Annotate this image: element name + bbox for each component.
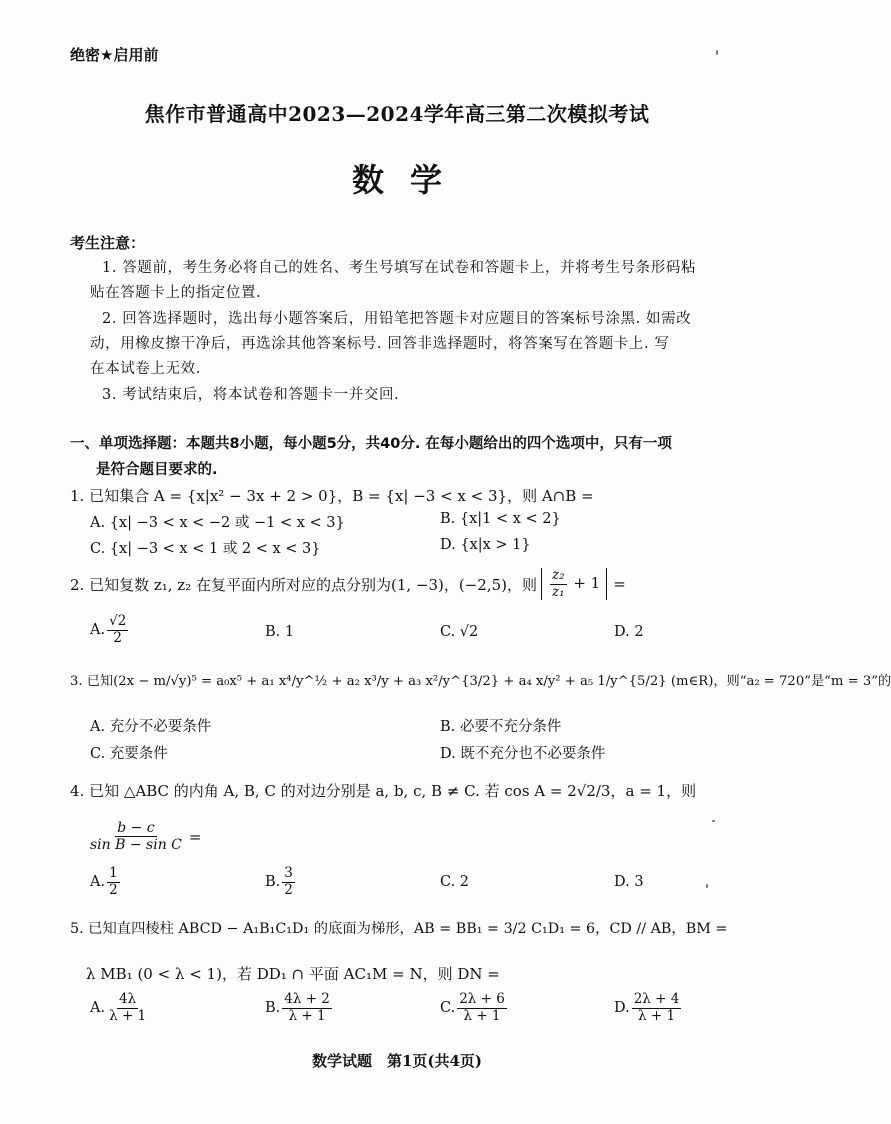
page-footer: 数学试题 第1页(共4页) bbox=[311, 1052, 483, 1070]
q4-b-num: 3 bbox=[284, 865, 293, 881]
q2-fraction bbox=[550, 568, 567, 600]
notice-line: 贴在答题卡上的指定位置. bbox=[90, 285, 262, 301]
q4-a-den: 2 bbox=[109, 881, 118, 898]
q4-a-fraction bbox=[107, 866, 120, 898]
q4-a-label: A. bbox=[90, 874, 106, 891]
q5-b-label: B. bbox=[265, 1000, 281, 1017]
q2-option-c: C. √2 bbox=[440, 624, 479, 640]
q4-fraction bbox=[88, 820, 184, 853]
q5-a-fraction bbox=[107, 992, 148, 1024]
q2-expr-tail: + 1 bbox=[573, 574, 601, 593]
q4-option-b bbox=[265, 866, 297, 898]
q3-option-a: A. 充分不必要条件 bbox=[90, 719, 212, 735]
q5-b-fraction bbox=[282, 992, 332, 1024]
q2-a-den: 2 bbox=[113, 629, 122, 646]
q2-frac-den: z₁ bbox=[552, 583, 565, 600]
q5-a-label: A. bbox=[90, 1000, 106, 1017]
notice-line: 1. 答题前，考生务必将自己的姓名、考生号填写在试卷和答题卡上，并将考生号条形码粘 bbox=[102, 260, 697, 276]
question-3-stem: 3. 已知(2x − m/√y)⁵ = a₀x⁵ + a₁ x⁴/y^½ + a₂ x³/y + a₃ x²/y^{3/2} + a₄ x/y² + a₅ 1/y^{5/2} (m∈R)，则“a₂ = 720”是“m = 3”的 bbox=[70, 674, 891, 689]
q5-b-num: 4λ + 2 bbox=[284, 991, 330, 1007]
q3-option-c: C. 充要条件 bbox=[90, 746, 168, 762]
q4-b-den: 2 bbox=[284, 881, 293, 898]
section-heading-cont: 是符合题目要求的. bbox=[96, 462, 218, 478]
q5-d-den: λ + 1 bbox=[638, 1007, 676, 1024]
q5-c-num: 2λ + 6 bbox=[459, 991, 505, 1007]
scan-speck bbox=[712, 820, 715, 822]
question-4-stem: 4. 已知 △ABC 的内角 A, B, C 的对边分别是 a, b, c, B ≠ C. 若 cos A = 2√2/3，a = 1，则 bbox=[70, 782, 697, 800]
q4-option-c: C. 2 bbox=[440, 874, 470, 890]
q5-option-d bbox=[614, 992, 683, 1024]
q4-expression bbox=[86, 820, 201, 853]
confidential-label: 绝密★启用前 bbox=[70, 46, 159, 64]
q5-d-fraction bbox=[632, 992, 682, 1024]
q5-a-num: 4λ bbox=[119, 991, 137, 1007]
q2-stem-text: 2. 已知复数 z₁, z₂ 在复平面内所对应的点分别为(1, −3)，(−2,5)，则 bbox=[70, 575, 538, 594]
exam-title: 焦作市普通高中2023—2024学年高三第二次模拟考试 bbox=[144, 102, 650, 126]
q2-frac-num: z₂ bbox=[552, 567, 565, 583]
q5-d-num: 2λ + 4 bbox=[633, 991, 680, 1007]
q2-abs-expression bbox=[541, 568, 607, 600]
q5-option-b bbox=[265, 992, 334, 1024]
q1-option-c: C. {x| −3 < x < 1 或 2 < x < 3} bbox=[90, 541, 321, 557]
q5-c-label: C. bbox=[440, 1000, 456, 1017]
q4-option-a bbox=[90, 866, 122, 898]
q3-option-b: B. 必要不充分条件 bbox=[440, 719, 562, 735]
q5-option-a bbox=[90, 992, 150, 1024]
q2-option-d: D. 2 bbox=[614, 624, 644, 640]
scan-speck bbox=[706, 884, 708, 888]
notice-line: 在本试卷上无效. bbox=[90, 361, 201, 377]
q2-option-a bbox=[90, 614, 130, 646]
q5-c-fraction bbox=[457, 992, 507, 1024]
question-5-stem-2: λ MB₁ (0 < λ < 1)，若 DD₁ ∩ 平面 AC₁M = N，则 DN = bbox=[86, 965, 500, 983]
q2-a-fraction bbox=[107, 614, 128, 646]
question-5-stem-1: 5. 已知直四棱柱 ABCD − A₁B₁C₁D₁ 的底面为梯形，AB = BB₁ = 3/2 C₁D₁ = 6，CD // AB，BM = bbox=[70, 921, 728, 937]
question-2-stem bbox=[70, 568, 626, 600]
subject-title: 数学 bbox=[351, 161, 468, 199]
notice-line: 3. 考试结束后，将本试卷和答题卡一并交回. bbox=[102, 387, 400, 403]
notice-line: 2. 回答选择题时，选出每小题答案后，用铅笔把答题卡对应题目的答案标号涂黑. 如需改 bbox=[102, 311, 692, 327]
q4-frac-den: sin B − sin C bbox=[90, 837, 182, 854]
q4-equals: = bbox=[188, 827, 202, 846]
q2-option-b: B. 1 bbox=[265, 624, 295, 640]
q2-a-num: √2 bbox=[109, 613, 127, 629]
q5-a-den: λ + 1 bbox=[109, 1007, 147, 1024]
q2-equals: = bbox=[613, 575, 626, 594]
q4-option-d: D. 3 bbox=[614, 874, 644, 890]
q5-d-label: D. bbox=[614, 1000, 630, 1017]
notice-line: 动，用橡皮擦干净后，再选涂其他答案标号. 回答非选择题时，将答案写在答题卡上. 写 bbox=[90, 336, 670, 352]
q5-b-den: λ + 1 bbox=[288, 1007, 326, 1024]
scan-speck bbox=[716, 50, 718, 55]
q4-b-fraction bbox=[282, 866, 295, 898]
q4-a-num: 1 bbox=[109, 865, 118, 881]
q1-option-d: D. {x|x > 1} bbox=[440, 537, 531, 553]
notice-heading: 考生注意： bbox=[70, 234, 146, 252]
q3-option-d: D. 既不充分也不必要条件 bbox=[440, 746, 606, 762]
q1-option-a: A. {x| −3 < x < −2 或 −1 < x < 3} bbox=[90, 515, 345, 531]
q1-option-b: B. {x|1 < x < 2} bbox=[440, 511, 561, 527]
question-1-stem: 1. 已知集合 A = {x|x² − 3x + 2 > 0}，B = {x| −3 < x < 3}，则 A∩B = bbox=[70, 487, 594, 505]
q4-b-label: B. bbox=[265, 874, 281, 891]
q4-frac-num: b − c bbox=[117, 820, 155, 836]
q2-a-label: A. bbox=[90, 622, 106, 639]
section-heading: 一、单项选择题：本题共8小题，每小题5分，共40分. 在每小题给出的四个选项中，只有一项 bbox=[70, 436, 672, 452]
q5-option-c bbox=[440, 992, 509, 1024]
q5-c-den: λ + 1 bbox=[463, 1007, 501, 1024]
